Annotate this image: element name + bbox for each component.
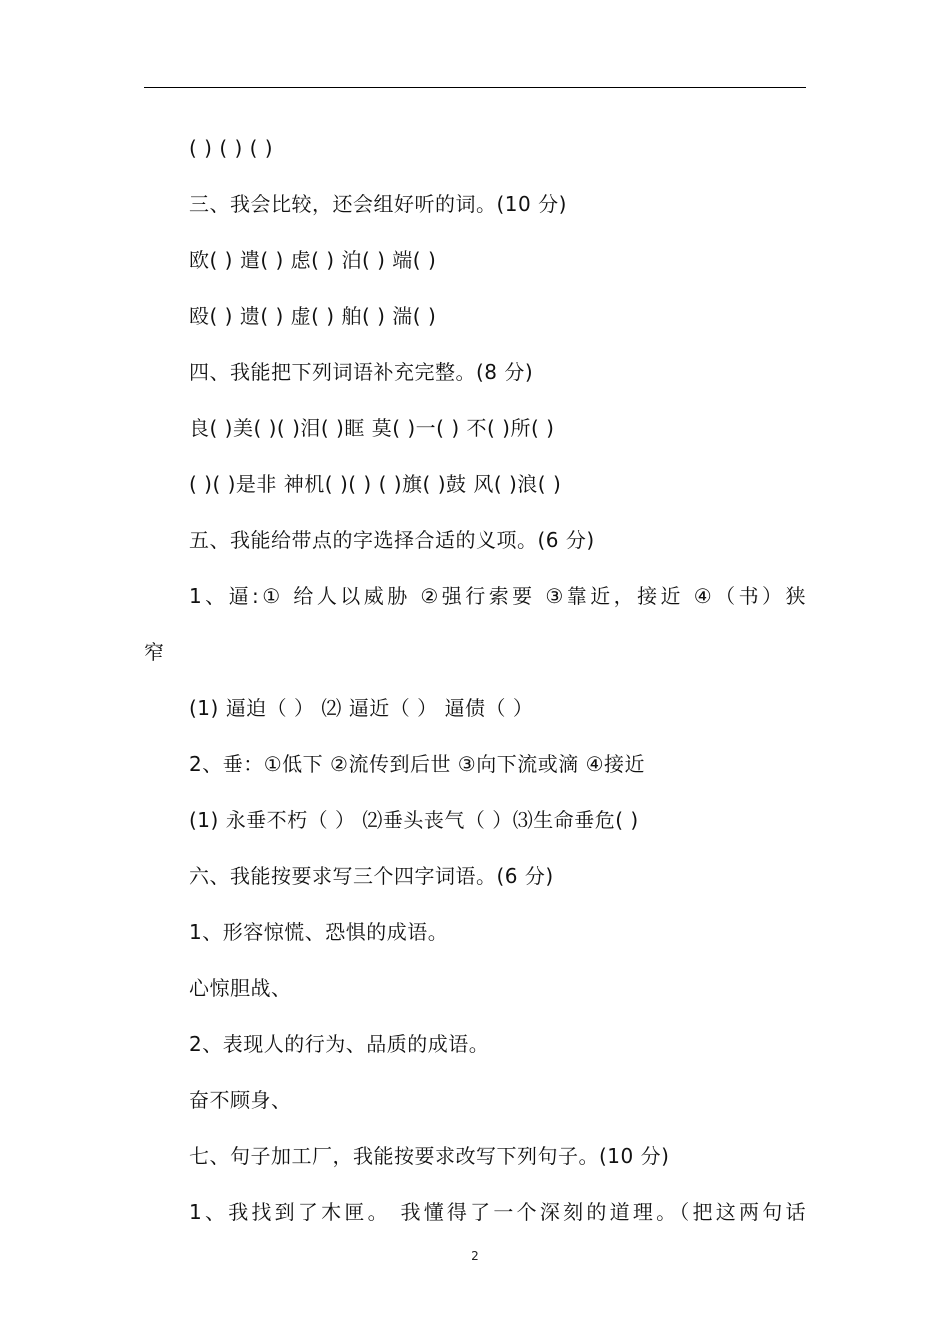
question-2-definitions: 2、垂：①低下 ②流传到后世 ③向下流或滴 ④接近	[189, 752, 646, 776]
blank-brackets-line: ( ) ( ) ( )	[189, 136, 274, 160]
page-number: 2	[471, 1249, 479, 1263]
question-1-answers: (1) 逼迫（ ） ⑵ 逼近（ ） 逼债（ ）	[189, 696, 534, 720]
idiom-example-1: 心惊胆战、	[189, 976, 292, 1000]
section-6-heading: 六、我能按要求写三个四字词语。(6 分)	[189, 864, 554, 888]
compare-words-row-1: 欧( ) 遣( ) 虑( ) 泊( ) 端( )	[189, 248, 437, 272]
header-rule	[144, 87, 806, 88]
complete-words-row-1: 良( )美( )( )泪( )眶 莫( )一( ) 不( )所( )	[189, 416, 555, 440]
question-1-definitions-continued: 窄	[144, 640, 165, 664]
question-2-answers: (1) 永垂不朽（ ） ⑵垂头丧气（ ）⑶生命垂危( )	[189, 808, 639, 832]
idiom-prompt-1: 1、形容惊慌、恐惧的成语。	[189, 920, 449, 944]
question-1-definitions: 1、逼:① 给人以威胁 ②强行索要 ③靠近，接近 ④（书）狭	[189, 584, 806, 608]
complete-words-row-2: ( )( )是非 神机( )( ) ( )旗( )鼓 风( )浪( )	[189, 472, 562, 496]
sentence-task-1: 1、我找到了木匣。 我懂得了一个深刻的道理。（把这两句话	[189, 1200, 806, 1224]
section-7-heading: 七、句子加工厂，我能按要求改写下列句子。(10 分)	[189, 1144, 670, 1168]
section-3-heading: 三、我会比较，还会组好听的词。(10 分)	[189, 192, 567, 216]
idiom-prompt-2: 2、表现人的行为、品质的成语。	[189, 1032, 490, 1056]
section-4-heading: 四、我能把下列词语补充完整。(8 分)	[189, 360, 534, 384]
section-5-heading: 五、我能给带点的字选择合适的义项。(6 分)	[189, 528, 595, 552]
page-content	[144, 120, 806, 1240]
compare-words-row-2: 殴( ) 遗( ) 虚( ) 舶( ) 湍( )	[189, 304, 437, 328]
idiom-example-2: 奋不顾身、	[189, 1088, 292, 1112]
